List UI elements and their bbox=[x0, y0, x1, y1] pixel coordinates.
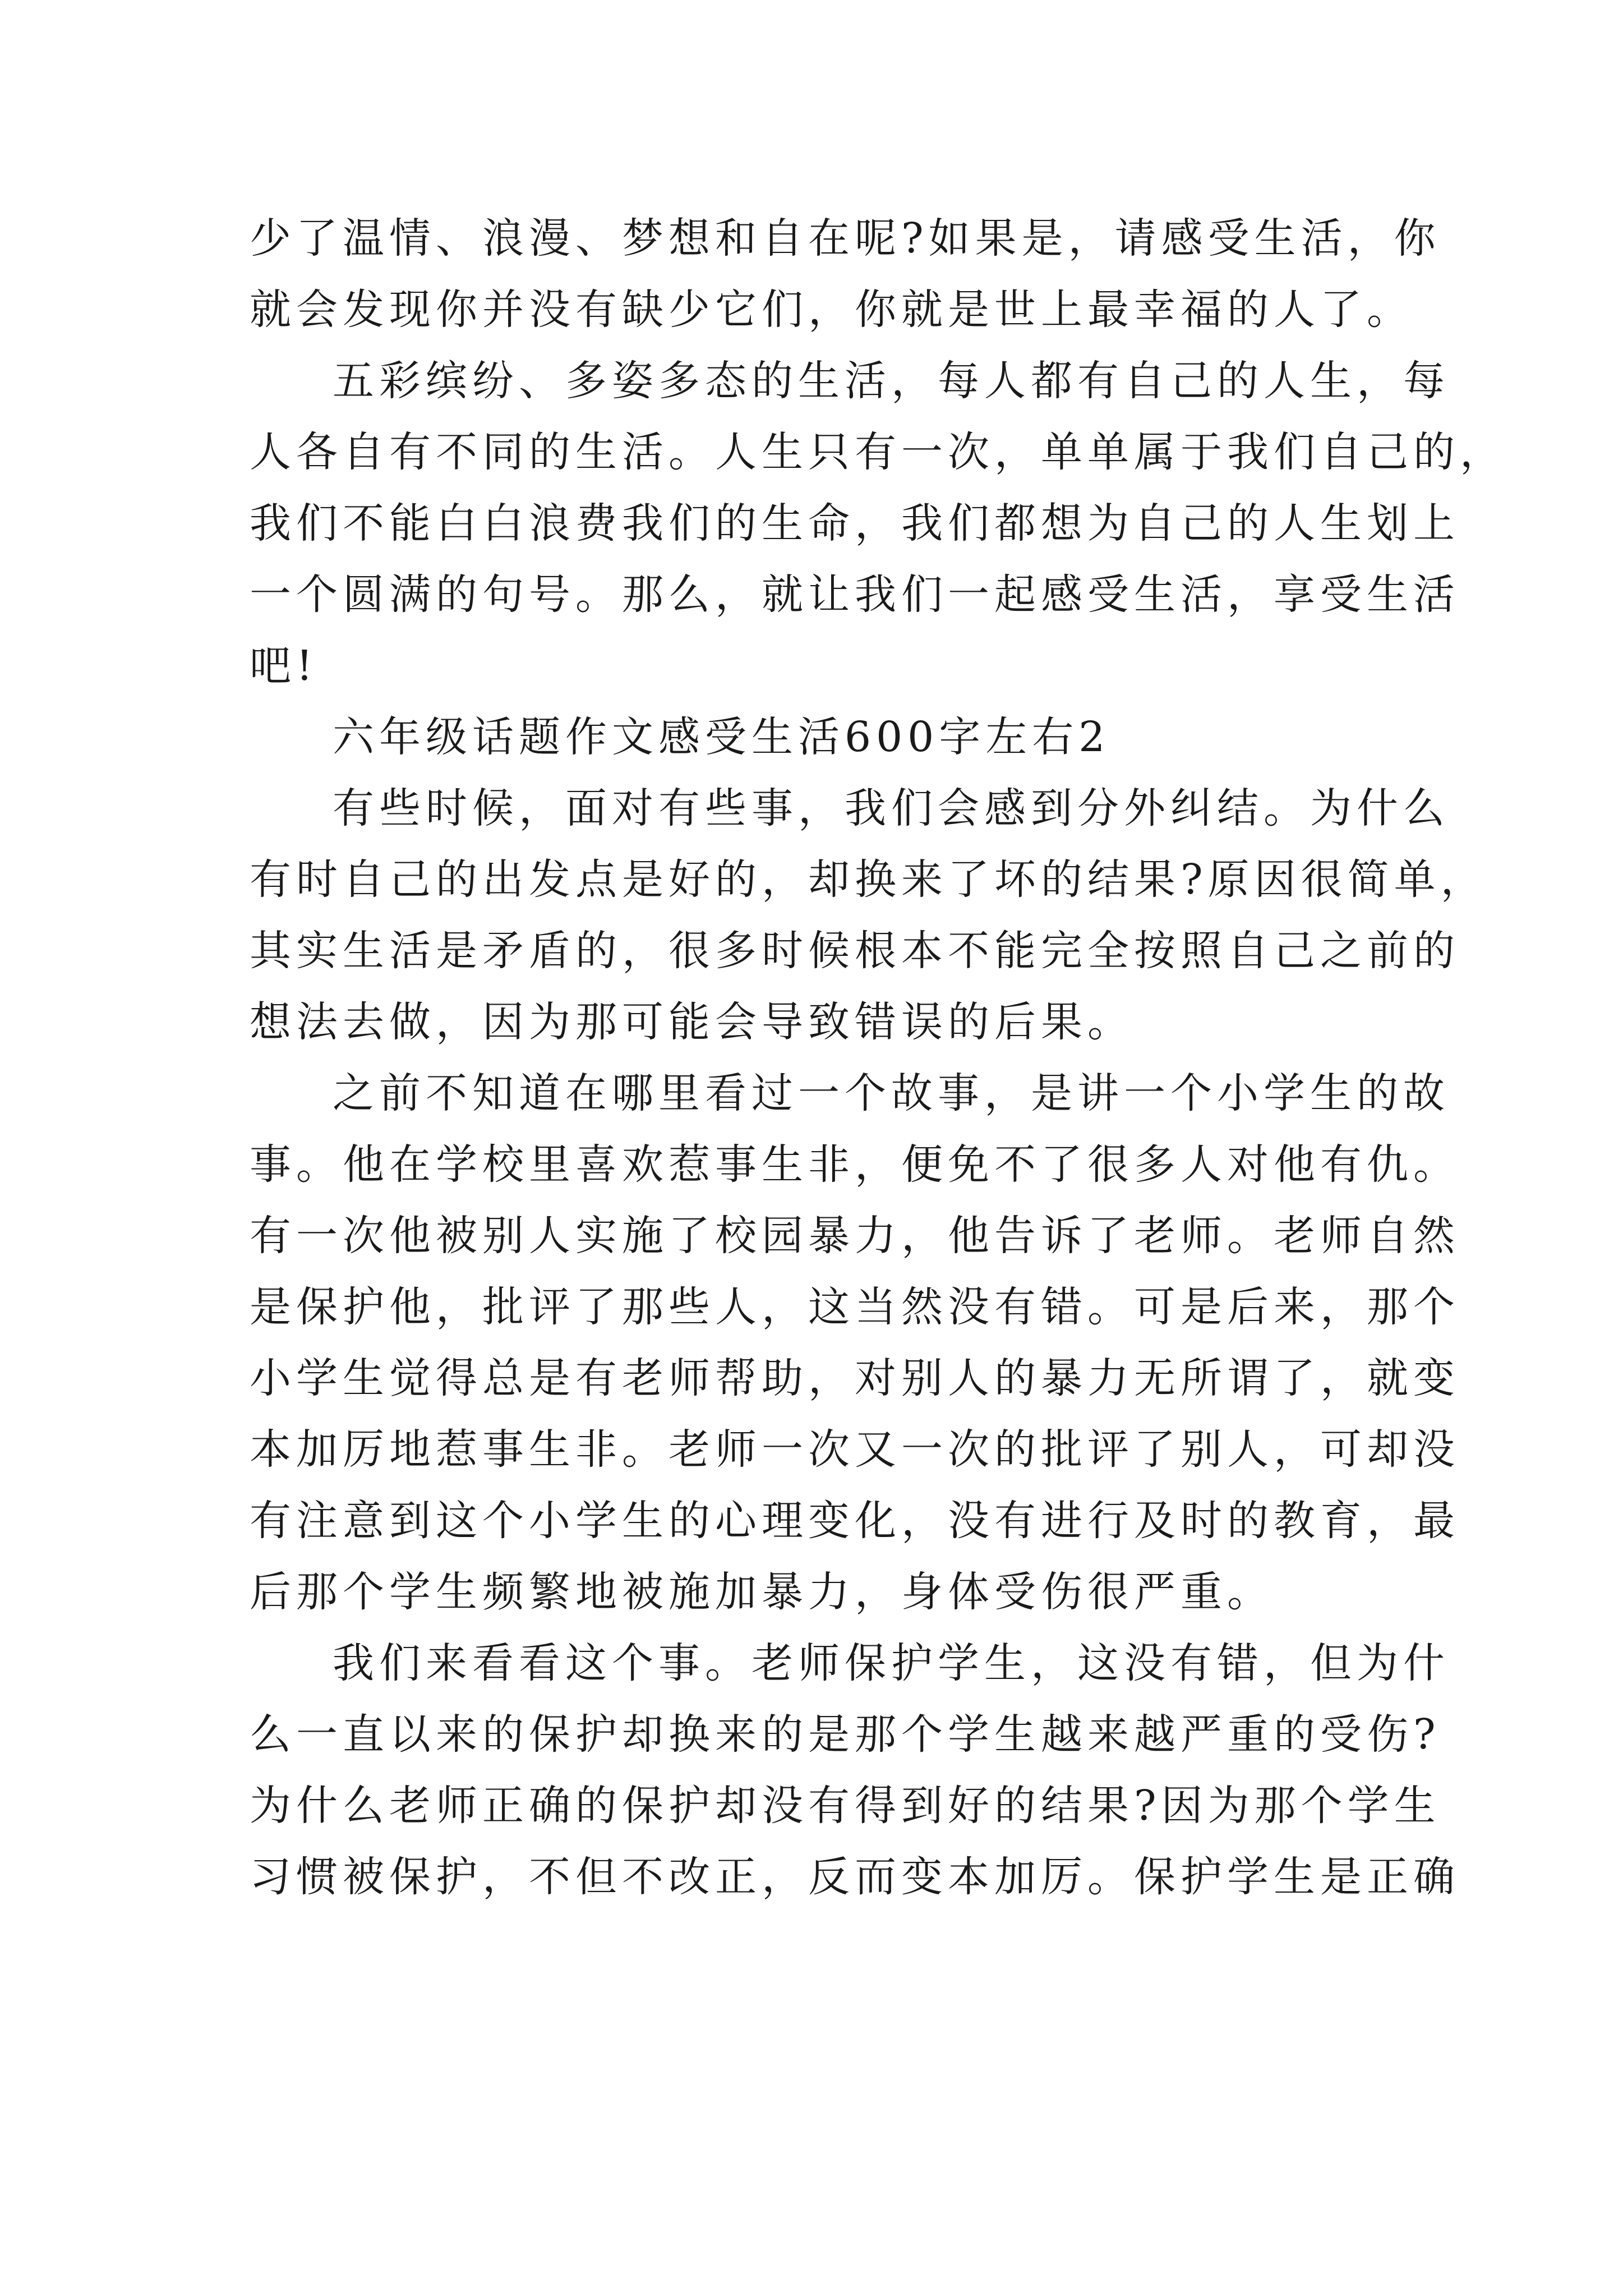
text-line: 我们不能白白浪费我们的生命，我们都想为自己的人生划上 bbox=[250, 499, 1460, 547]
text-line: 有一次他被别人实施了校园暴力，他告诉了老师。老师自然 bbox=[250, 1212, 1460, 1260]
text-line: 想法去做，因为那可能会导致错误的后果。 bbox=[250, 998, 1134, 1046]
text-line: 有注意到这个小学生的心理变化，没有进行及时的教育，最 bbox=[250, 1497, 1460, 1545]
text-line: 人各自有不同的生活。人生只有一次，单单属于我们自己的， bbox=[250, 428, 1506, 476]
text-line: 小学生觉得总是有老师帮助，对别人的暴力无所谓了，就变 bbox=[250, 1354, 1460, 1402]
text-line: 本加厉地惹事生非。老师一次又一次的批评了别人，可却没 bbox=[250, 1425, 1460, 1474]
text-line: 之前不知道在哪里看过一个故事，是讲一个小学生的故 bbox=[333, 1069, 1450, 1117]
text-line: 习惯被保护，不但不改正，反而变本加厉。保护学生是正确 bbox=[250, 1853, 1460, 1901]
text-line: 就会发现你并没有缺少它们，你就是世上最幸福的人了。 bbox=[250, 286, 1413, 334]
text-line: 为什么老师正确的保护却没有得到好的结果?因为那个学生 bbox=[250, 1782, 1441, 1830]
section-heading: 六年级话题作文感受生活600字左右2 bbox=[333, 713, 1110, 761]
text-line: 是保护他，批评了那些人，这当然没有错。可是后来，那个 bbox=[250, 1283, 1460, 1331]
text-line: 吧! bbox=[250, 642, 318, 690]
text-line: 么一直以来的保护却换来的是那个学生越来越严重的受伤? bbox=[250, 1710, 1441, 1759]
text-line: 后那个学生频繁地被施加暴力，身体受伤很严重。 bbox=[250, 1568, 1274, 1616]
text-line: 我们来看看这个事。老师保护学生，这没有错，但为什 bbox=[333, 1639, 1450, 1687]
text-line: 有时自己的出发点是好的，却换来了坏的结果?原因很简单， bbox=[250, 855, 1487, 904]
text-line: 有些时候，面对有些事，我们会感到分外纠结。为什么 bbox=[333, 784, 1450, 832]
text-line: 少了温情、浪漫、梦想和自在呢?如果是，请感受生活，你 bbox=[250, 214, 1441, 263]
text-line: 事。他在学校里喜欢惹事生非，便免不了很多人对他有仇。 bbox=[250, 1140, 1460, 1189]
document-body bbox=[250, 203, 1506, 1913]
text-line: 一个圆满的句号。那么，就让我们一起感受生活，享受生活 bbox=[250, 570, 1460, 619]
text-line: 其实生活是矛盾的，很多时候根本不能完全按照自己之前的 bbox=[250, 927, 1460, 975]
text-line: 五彩缤纷、多姿多态的生活，每人都有自己的人生，每 bbox=[333, 357, 1450, 405]
